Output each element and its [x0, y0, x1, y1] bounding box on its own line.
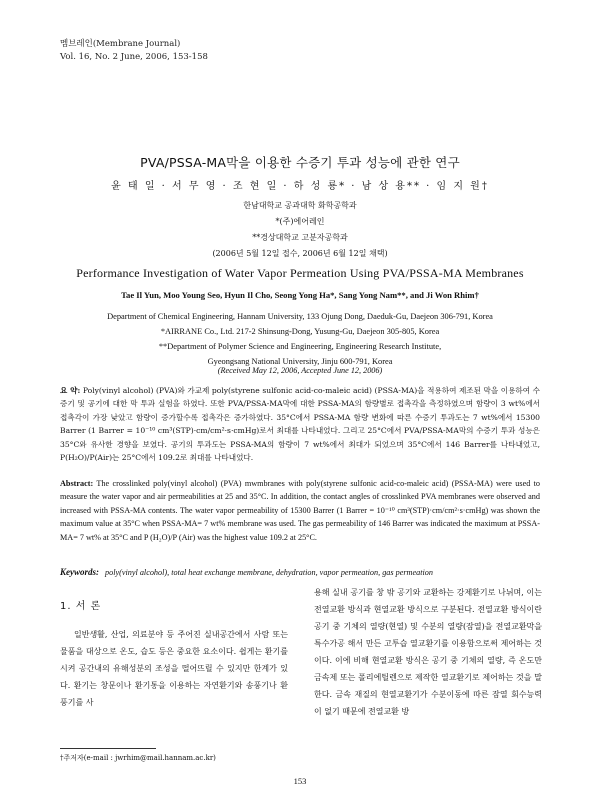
body-column-left: 일반생활, 산업, 의료분야 등 주어진 실내공간에서 사람 또는 물품을 대상으로 온도, 습도 등은 중요한 요소이다. 쉽게는 환기를 시켜 공간내의 유해성분의 조성을 떨어뜨릴 수 있지만 한계가 있다. 환기는 창문이나 환기통을 이용하는 자연환기와 송풍기나 환풍기를 사: [60, 630, 288, 707]
footnote: †주저자(e-mail : jwrhim@mail.hannam.ac.kr): [60, 754, 216, 762]
title-korean: PVA/PSSA-MA막을 이용한 수증기 투과 성능에 관한 연구: [140, 155, 460, 170]
journal-header: [60, 38, 208, 64]
keywords: [60, 567, 540, 577]
authors-korean: 윤 태 일 · 서 무 영 · 조 현 일 · 하 성 룡* · 남 상 용** · 임 지 원†: [111, 181, 489, 192]
affiliation-en-1: Department of Chemical Engineering, Hannam University, 133 Ojung Dong, Daeduk-Gu, Daejeon 306-791, Korea: [107, 312, 493, 321]
page-number: 153: [293, 776, 307, 786]
authors-english: Tae Il Yun, Moo Young Seo, Hyun Il Cho, Seong Yong Ha*, Sang Yong Nam**, and Ji Won Rhim†: [121, 290, 479, 300]
affiliation-kr-1: 한남대학교 공과대학 화학공학과: [243, 201, 357, 210]
received-dates: (Received May 12, 2006, Accepted June 12, 2006): [217, 366, 383, 375]
dates-korean: (2006년 5월 12일 접수, 2006년 6월 12일 채택): [212, 249, 388, 258]
affiliation-kr-3: **경상대학교 고분자공학과: [252, 233, 348, 242]
abstract-korean-text: Poly(vinyl alcohol) (PVA)와 가교제 poly(styrene sulfonic acid-co-maleic acid) (PSSA-MA)을 적용하여 제조된 막을 이용하여 수증기 및 공기에 대한 막 투과 실험을 하였다. 또한 PVA/PSSA-MA막에 대한 PSSA-MA의 함량별로 접촉각을 측정하였으며 함량이 3 wt%에서 접촉각이 가장 낮았고 함량이 증가할수록 접촉각은 증가하였다. 35°C에서 PSSA-MA 함량 변화에 따른 수증기 투과도는 7 wt%에서 15300 Barrer (1 Barrer = 10⁻¹⁰ cm³(STP)·cm/cm²·s·cmHg)로서 최대를 나타내었다. 그리고 25°C에서 PVA/PSSA-MA막의 수증기 투과 성능은 35°C와 유사한 경향을 보였다. 공기의 투과도는 PSSA-MA의 함량이 7 wt%에서 최대가 되었으며 35°C에서 146 Barrer를 나타내었고, P(H₂O)/P(Air)는 25°C에서 109.2로 최대를 나타내었다.: [60, 386, 540, 463]
footnote-rule: [60, 748, 156, 749]
abstract-korean-label: 요 약:: [60, 386, 81, 395]
abstract-english: [60, 477, 540, 544]
body-column-right: 용해 실내 공기를 창 밖 공기와 교환하는 강제환기로 나뉘며, 이는 전열교환 방식과 현열교환 방식으로 구분된다. 전열교환 방식이란 공기 중 기체의 열량(현열) 및 수분의 열량(잠열)을 전열교환막을 특수가공 해서 만든 고투습 열교환기를 이용함으로써 제어하는 것이다. 이에 비해 현열교환 방식은 공기 중 기체의 열량, 즉 온도만 금속제 또는 폴리에틸렌으로 제작한 열교환기로 제어하는 것을 말한다. 금속 재질의 현열교환기가 수분이동에 따른 잠열 회수능력이 없기 때문에 전열교환 방: [314, 588, 542, 716]
journal-name: 멤브레인(Membrane Journal): [60, 39, 181, 49]
abstract-english-label: Abstract:: [60, 479, 94, 488]
abstract-korean: [60, 384, 540, 464]
keywords-label: Keywords:: [60, 567, 99, 577]
title-english: Performance Investigation of Water Vapor Permeation Using PVA/PSSA-MA Membranes: [76, 266, 524, 280]
affiliation-kr-2: *(주)에어레인: [275, 217, 325, 226]
affiliations-english: [0, 309, 600, 369]
journal-citation: Vol. 16, No. 2 June, 2006, 153-158: [60, 52, 208, 62]
affiliation-en-3: **Department of Polymer Science and Engineering, Engineering Research Institute,: [158, 342, 442, 351]
affiliations-korean: [0, 198, 600, 262]
abstract-english-text: The crosslinked poly(vinyl alcohol) (PVA) mwmbranes with poly(styrene sulfonic acid-co-maleic acid) (PSSA-MA) were used to measure the water vapor and air permeabilities at 25 and 35°C. In addition, the contact angles of crosslinked PVA membranes were observed and increased with PSSA-MA contents. The water vapor permeability of 15300 Barrer (1 Barrer = 10⁻¹⁰ cm³(STP)·cm/cm²·s·cmHg) was shown the maximum value at 35°C when PSSA-MA= 7 wt% membrane was used. The gas permeability of 146 Barrer was indicated the maximum at PSSA-MA= 7 wt% at 35°C and P (H₂O)/P (Air) was the highest value 109.2 at 25°C.: [60, 479, 541, 542]
affiliation-en-2: *AIRRANE Co., Ltd. 217-2 Shinsung-Dong, Yusung-Gu, Daejeon 305-805, Korea: [160, 327, 440, 336]
affiliation-en-4: Gyeongsang National University, Jinju 600-791, Korea: [207, 357, 393, 366]
section-heading: 1. 서 론: [60, 601, 102, 612]
keywords-text: poly(vinyl alcohol), total heat exchange membrane, dehydration, vapor permeation, gas permeation: [105, 568, 433, 577]
